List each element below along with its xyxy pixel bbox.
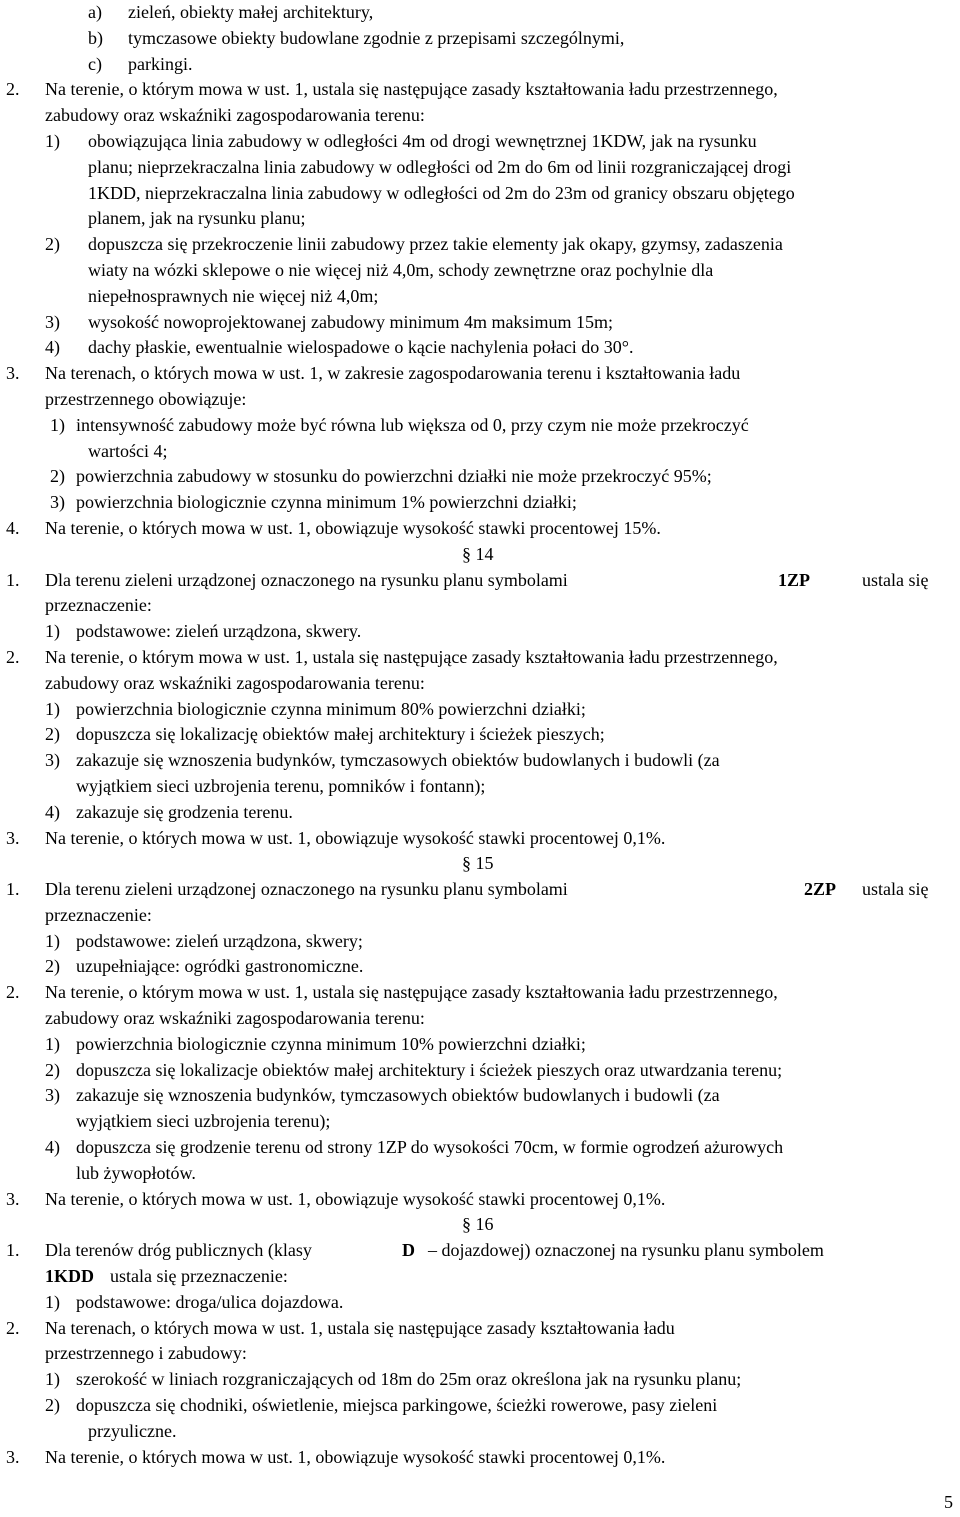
paragraph-number: 2. bbox=[6, 982, 20, 1003]
paragraph-1: 1. Dla terenu zieleni urządzonej oznaczonego na rysunku planu symbolami 2ZP ustala się bbox=[0, 877, 960, 903]
paragraph-number: 1. bbox=[6, 1240, 20, 1261]
point-text: obowiązująca linia zabudowy w odległości 4m od drogi wewnętrznej 1KDW, jak na rysunku bbox=[88, 130, 757, 151]
point-line: wartości 4; bbox=[88, 440, 168, 461]
point-1 bbox=[0, 1290, 960, 1316]
paragraph-text: Na terenach, o których mowa w ust. 1, ustala się następujące zasady kształtowania ładu bbox=[45, 1317, 675, 1338]
point-text: szerokość w liniach rozgraniczających od 18m do 25m oraz określona jak na rysunku planu; bbox=[76, 1369, 742, 1390]
point-number: 2) bbox=[45, 234, 60, 255]
point-1 bbox=[0, 413, 960, 439]
section-heading bbox=[0, 1212, 960, 1238]
list-text: tymczasowe obiekty budowlane zgodnie z przepisami szczególnymi, bbox=[128, 27, 625, 48]
paragraph-2 bbox=[0, 980, 960, 1006]
point-1 bbox=[0, 129, 960, 155]
point-4 bbox=[0, 800, 960, 826]
point-number: 4) bbox=[45, 1137, 60, 1158]
list-text: parkingi. bbox=[128, 53, 193, 74]
paragraph-line: zabudowy oraz wskaźniki zagospodarowania terenu: bbox=[45, 105, 425, 126]
point-number: 4) bbox=[45, 801, 60, 822]
point-1 bbox=[0, 1367, 960, 1393]
paragraph-number: 3. bbox=[6, 827, 20, 848]
point-number: 4) bbox=[45, 337, 60, 358]
symbol-1kdd: 1KDD bbox=[45, 1266, 94, 1287]
paragraph-line: 1KDD ustala się przeznaczenie: bbox=[0, 1264, 960, 1290]
symbol-2zp: 2ZP bbox=[804, 879, 837, 900]
paragraph-2 bbox=[0, 645, 960, 671]
paragraph-line: zabudowy oraz wskaźniki zagospodarowania terenu: bbox=[45, 672, 425, 693]
point-line: planu; nieprzekraczalna linia zabudowy w odległości od 2m do 6m od linii rozgraniczającej drogi bbox=[88, 156, 792, 177]
point-number: 3) bbox=[45, 1085, 60, 1106]
paragraph-3 bbox=[0, 826, 960, 852]
list-item-b bbox=[0, 26, 960, 52]
section-number: § 14 bbox=[462, 543, 494, 564]
paragraph-text: Dla terenu zieleni urządzonej oznaczonego na rysunku planu symbolami bbox=[45, 569, 568, 590]
paragraph-3 bbox=[0, 361, 960, 387]
paragraph-line: zabudowy oraz wskaźniki zagospodarowania terenu: bbox=[45, 1008, 425, 1029]
paragraph-3 bbox=[0, 1445, 960, 1471]
paragraph-text: Na terenie, o którym mowa w ust. 1, ustala się następujące zasady kształtowania ładu przestrzennego, bbox=[45, 982, 778, 1003]
paragraph-3 bbox=[0, 1187, 960, 1213]
point-text: dopuszcza się chodniki, oświetlenie, miejsca parkingowe, ścieżki rowerowe, pasy zieleni bbox=[76, 1395, 718, 1416]
point-3 bbox=[0, 1083, 960, 1109]
point-line: lub żywopłotów. bbox=[76, 1162, 196, 1183]
point-text: zakazuje się wznoszenia budynków, tymczasowych obiektów budowlanych i budowli (za bbox=[76, 1085, 720, 1106]
paragraph-text: Dla terenów dróg publicznych (klasy bbox=[45, 1240, 312, 1261]
point-number: 2) bbox=[45, 956, 60, 977]
point-text: powierzchnia biologicznie czynna minimum 80% powierzchni działki; bbox=[76, 698, 586, 719]
paragraph-line: przestrzennego obowiązuje: bbox=[45, 388, 247, 409]
section-heading bbox=[0, 542, 960, 568]
paragraph-2 bbox=[0, 1316, 960, 1342]
point-number: 3) bbox=[50, 492, 65, 513]
point-text: zakazuje się wznoszenia budynków, tymczasowych obiektów budowlanych i budowli (za bbox=[76, 750, 720, 771]
point-line: 1KDD, nieprzekraczalna linia zabudowy w odległości od 2m do 23m od granicy obszaru objętego bbox=[88, 182, 795, 203]
paragraph-line: przeznaczenie: bbox=[45, 595, 152, 616]
point-line: wyjątkiem sieci uzbrojenia terenu, pomników i fontann); bbox=[76, 775, 486, 796]
point-line: planem, jak na rysunku planu; bbox=[88, 208, 306, 229]
point-4 bbox=[0, 1135, 960, 1161]
list-marker: b) bbox=[88, 27, 103, 48]
point-1 bbox=[0, 929, 960, 955]
point-4 bbox=[0, 335, 960, 361]
point-text: powierzchnia biologicznie czynna minimum 1% powierzchni działki; bbox=[76, 492, 577, 513]
point-3 bbox=[0, 490, 960, 516]
paragraph-4 bbox=[0, 516, 960, 542]
point-line: wyjątkiem sieci uzbrojenia terenu); bbox=[76, 1111, 331, 1132]
point-text: dopuszcza się przekroczenie linii zabudowy przez takie elementy jak okapy, gzymsy, zadaszenia bbox=[88, 234, 783, 255]
point-2 bbox=[0, 1393, 960, 1419]
point-text: dopuszcza się lokalizacje obiektów małej architektury i ścieżek pieszych oraz utwardzania terenu; bbox=[76, 1059, 783, 1080]
point-2 bbox=[0, 464, 960, 490]
point-text: zakazuje się grodzenia terenu. bbox=[76, 801, 293, 822]
paragraph-number: 2. bbox=[6, 1317, 20, 1338]
point-1 bbox=[0, 697, 960, 723]
paragraph-text: Na terenie, o którym mowa w ust. 1, ustala się następujące zasady kształtowania ładu przestrzennego, bbox=[45, 79, 778, 100]
paragraph-number: 1. bbox=[6, 569, 20, 590]
section-number: § 16 bbox=[462, 1214, 494, 1235]
point-number: 3) bbox=[45, 311, 60, 332]
paragraph-number: 3. bbox=[6, 1446, 20, 1467]
point-number: 1) bbox=[45, 1369, 60, 1390]
list-marker: a) bbox=[88, 2, 102, 22]
point-number: 1) bbox=[45, 621, 60, 642]
point-2 bbox=[0, 232, 960, 258]
point-3 bbox=[0, 310, 960, 336]
paragraph-number: 4. bbox=[6, 517, 20, 538]
symbol-1zp: 1ZP bbox=[778, 569, 811, 590]
point-number: 2) bbox=[45, 1395, 60, 1416]
paragraph-text: Na terenie, o których mowa w ust. 1, obowiązuje wysokość stawki procentowej 0,1%. bbox=[45, 1446, 666, 1467]
point-text: powierzchnia biologicznie czynna minimum 10% powierzchni działki; bbox=[76, 1033, 586, 1054]
point-1 bbox=[0, 1032, 960, 1058]
paragraph-1: 1. Dla terenu zieleni urządzonej oznaczonego na rysunku planu symbolami 1ZP ustala się bbox=[0, 568, 960, 594]
point-number: 1) bbox=[45, 930, 60, 951]
paragraph-2 bbox=[0, 77, 960, 103]
point-number: 1) bbox=[50, 414, 65, 435]
paragraph-line: przestrzennego i zabudowy: bbox=[45, 1343, 247, 1364]
page-number: 5 bbox=[944, 1492, 953, 1512]
point-text: podstawowe: zieleń urządzona, skwery; bbox=[76, 930, 363, 951]
point-text: uzupełniające: ogródki gastronomiczne. bbox=[76, 956, 364, 977]
point-text: wysokość nowoprojektowanej zabudowy minimum 4m maksimum 15m; bbox=[88, 311, 613, 332]
paragraph-text: Na terenie, o którym mowa w ust. 1, ustala się następujące zasady kształtowania ładu przestrzennego, bbox=[45, 646, 778, 667]
paragraph-number: 2. bbox=[6, 79, 20, 100]
point-text: podstawowe: droga/ulica dojazdowa. bbox=[76, 1291, 344, 1312]
point-3 bbox=[0, 748, 960, 774]
point-number: 2) bbox=[45, 724, 60, 745]
point-number: 1) bbox=[45, 1033, 60, 1054]
point-number: 2) bbox=[45, 1059, 60, 1080]
road-class-symbol: D bbox=[402, 1240, 415, 1261]
point-number: 1) bbox=[45, 698, 60, 719]
point-text: dopuszcza się lokalizację obiektów małej architektury i ścieżek pieszych; bbox=[76, 724, 605, 745]
point-2 bbox=[0, 1058, 960, 1084]
point-text: dopuszcza się grodzenie terenu od strony 1ZP do wysokości 70cm, w formie ogrodzeń ażurowych bbox=[76, 1137, 784, 1158]
paragraph-number: 2. bbox=[6, 646, 20, 667]
list-item-a bbox=[0, 0, 960, 26]
paragraph-1: 1. Dla terenów dróg publicznych (klasy D – dojazdowej) oznaczonej na rysunku planu symbolem bbox=[0, 1238, 960, 1264]
list-marker: c) bbox=[88, 53, 102, 74]
point-2 bbox=[0, 954, 960, 980]
paragraph-text: Na terenie, o których mowa w ust. 1, obowiązuje wysokość stawki procentowej 15%. bbox=[45, 517, 661, 538]
point-text: intensywność zabudowy może być równa lub większa od 0, przy czym nie może przekroczyć bbox=[76, 414, 749, 435]
point-2 bbox=[0, 722, 960, 748]
paragraph-number: 1. bbox=[6, 879, 20, 900]
point-line: przyuliczne. bbox=[88, 1420, 177, 1441]
paragraph-number: 3. bbox=[6, 1188, 20, 1209]
point-line: wiaty na wózki sklepowe o nie więcej niż 4,0m, schody zewnętrzne oraz pochylnie dla bbox=[88, 259, 714, 280]
point-number: 1) bbox=[45, 130, 60, 151]
point-text: podstawowe: zieleń urządzona, skwery. bbox=[76, 621, 362, 642]
paragraph-text: Na terenie, o których mowa w ust. 1, obowiązuje wysokość stawki procentowej 0,1%. bbox=[45, 827, 666, 848]
paragraph-text: Na terenie, o których mowa w ust. 1, obowiązuje wysokość stawki procentowej 0,1%. bbox=[45, 1188, 666, 1209]
point-number: 3) bbox=[45, 750, 60, 771]
paragraph-text: Na terenach, o których mowa w ust. 1, w zakresie zagospodarowania terenu i kształtowania ładu bbox=[45, 363, 741, 384]
point-number: 2) bbox=[50, 466, 65, 487]
section-heading bbox=[0, 851, 960, 877]
point-text: powierzchnia zabudowy w stosunku do powierzchni działki nie może przekroczyć 95%; bbox=[76, 466, 712, 487]
list-text: zieleń, obiekty małej architektury, bbox=[128, 2, 374, 22]
paragraph-number: 3. bbox=[6, 363, 20, 384]
paragraph-text: Dla terenu zieleni urządzonej oznaczonego na rysunku planu symbolami bbox=[45, 879, 568, 900]
list-item-c bbox=[0, 52, 960, 78]
paragraph-line: przeznaczenie: bbox=[45, 904, 152, 925]
point-text: dachy płaskie, ewentualnie wielospadowe o kącie nachylenia połaci do 30°. bbox=[88, 337, 634, 358]
point-number: 1) bbox=[45, 1291, 60, 1312]
point-line: niepełnosprawnych nie więcej niż 4,0m; bbox=[88, 285, 379, 306]
point-1 bbox=[0, 619, 960, 645]
section-number: § 15 bbox=[462, 853, 494, 874]
